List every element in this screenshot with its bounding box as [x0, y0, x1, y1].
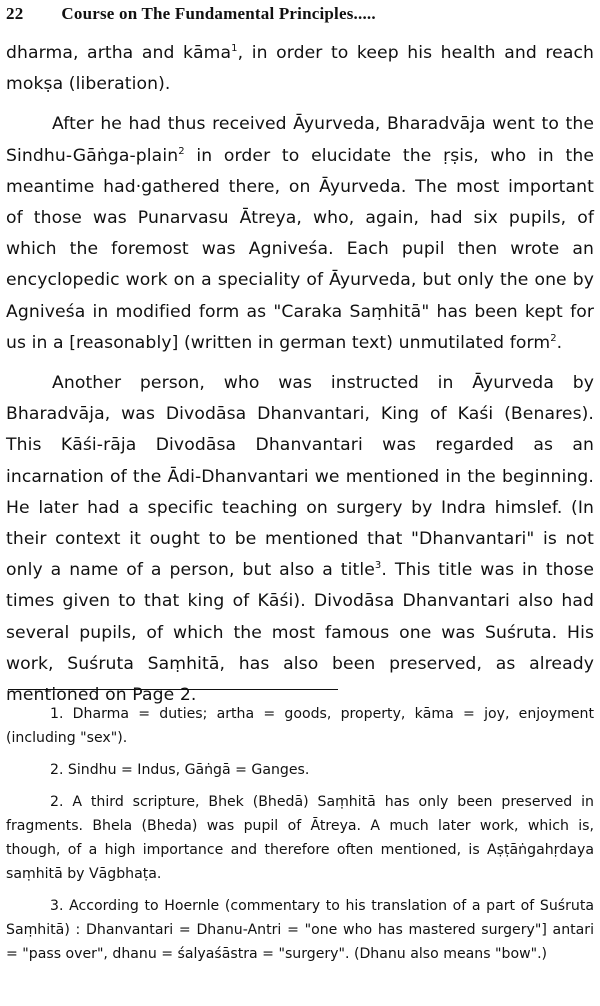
footnote: 2. Sindhu = Indus, Gāṅgā = Ganges.: [50, 762, 310, 778]
paragraph: Another person, who was instructed in Āyurveda by Bharadvāja, was Divodāsa Dhanvantari, King of Kaśi (Benares). This Kāśi-rāja Divodāsa Dhanvantari was regarded as an incarnation of the Ādi-Dhanvantari we mentioned in the beginning. He later had a specific teaching on surgery by Indra himslef. (In their context it ought to be mentioned that "Dhanvantari" is not only a name of a person, but also a title$^3$. This title was in those times given to that king of Kāśi). Divodāsa Dhanvantari also had several pupils, of which the most famous one was Suśruta. His work, Suśruta Saṃhitā, has also been preserved, as already mentioned on Page 2.: [6, 373, 594, 706]
footnote: 1. Dharma = duties; artha = goods, property, kāma = joy, enjoyment (including "sex").: [6, 706, 594, 746]
running-title: Course on The Fundamental Principles.....: [61, 4, 376, 23]
paragraph-continued: dharma, artha and kāma$^1$, in order to keep his health and reach mokṣa (liberation).: [6, 43, 594, 95]
footnote-ref: 1: [231, 43, 238, 54]
main-text: [6, 38, 594, 711]
footnote-ref: 2: [178, 145, 185, 157]
footnote: 2. A third scripture, Bhek (Bhedā) Saṃhitā has only been preserved in fragments. Bhela (Bheda) was pupil of Ātreya. A much later work, which is, though, of a high importance and therefore often mentioned, is Aṣṭāṅgahṛdaya saṃhitā by Vāgbhaṭa.: [6, 794, 594, 882]
page-header: [6, 4, 594, 28]
footnote: 3. According to Hoernle (commentary to his translation of a part of Suśruta Saṃhitā) : Dhanvantari = Dhanu-Antri = "one who has mastered surgery"] antari = "pass over", dhanu = śalyaśāstra = "surgery". (Dhanu also means "bow".): [6, 898, 594, 962]
paragraph: After he had thus received Āyurveda, Bharadvāja went to the Sindhu-Gāṅga-plain$^2$ in order to elucidate the ṛṣis, who in the meantime had·gathered there, on Āyurveda. The most important of those was Punarvasu Ātreya, who, again, had six pupils, of which the foremost was Agniveśa. Each pupil then wrote an encyclopedic work on a speciality of Āyurveda, but only the one by Agniveśa in modified form as "Caraka Saṃhitā" has been kept for us in a [reasonably] (written in german text) unmutilated form$^2$.: [6, 114, 594, 353]
page-number: 22: [6, 4, 24, 23]
footnotes: [6, 702, 594, 966]
footnote-divider: [8, 689, 338, 690]
footnote-ref: 3: [374, 560, 382, 572]
footnote-ref: 2: [550, 332, 557, 344]
